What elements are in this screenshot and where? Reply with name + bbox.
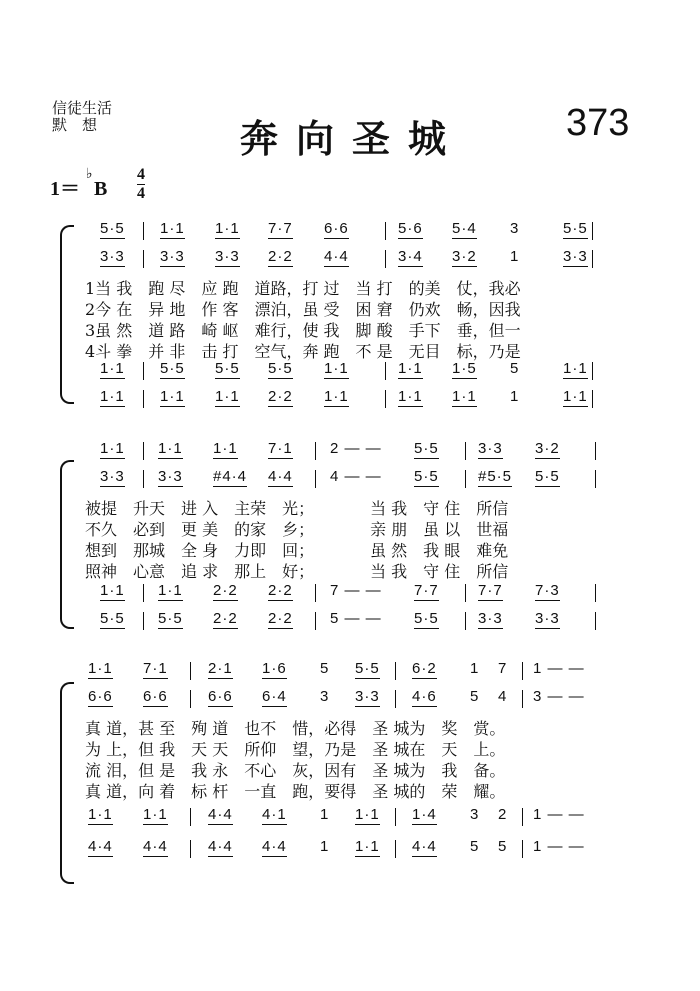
bar-line — [385, 222, 386, 240]
note: 3 — [510, 220, 520, 237]
note: 3·3 — [563, 248, 588, 265]
lyric-verse-2: 2今 在 异 地 作 客 漂泊，虽 受 困 窘 仍欢 畅，因我 — [85, 300, 521, 319]
note: 6·6 — [88, 688, 113, 705]
bar-line — [522, 808, 523, 826]
soprano-line — [0, 440, 700, 464]
bar-line — [315, 612, 316, 630]
note: 5·5 — [160, 360, 185, 377]
note: 4·4 — [324, 248, 349, 265]
lyric-verse-2: 为 上，但 我 天 天 所仰 望，乃是 圣 城在 天 上。 — [85, 740, 506, 759]
note: 6·6 — [324, 220, 349, 237]
bar-line — [315, 584, 316, 602]
note: 5 — [470, 838, 480, 855]
note: 1·1 — [215, 388, 240, 405]
bar-line — [595, 442, 596, 460]
note: 5·5 — [100, 610, 125, 627]
bass-line — [0, 388, 700, 412]
note: 4·4 — [208, 838, 233, 855]
bar-line — [592, 362, 593, 380]
note: 7·1 — [143, 660, 168, 677]
bar-line — [395, 690, 396, 708]
note: 3 — [470, 806, 480, 823]
bar-line — [190, 808, 191, 826]
note: 1·1 — [160, 220, 185, 237]
note: 5·5 — [158, 610, 183, 627]
note: 1·1 — [563, 388, 588, 405]
hymn-number: 373 — [566, 102, 630, 144]
bar-line — [143, 470, 144, 488]
lyric-verse-3: 流 泪，但 是 我 永 不心 灰，因有 圣 城为 我 备。 — [85, 761, 506, 780]
tenor-line — [0, 582, 700, 606]
note: 3·4 — [398, 248, 423, 265]
note: 3 — [320, 688, 330, 705]
note: 1·1 — [143, 806, 168, 823]
note: 1 — — — [533, 806, 585, 823]
bar-line — [385, 390, 386, 408]
bar-line — [465, 470, 466, 488]
note: 1·1 — [215, 220, 240, 237]
key-signature — [50, 172, 107, 201]
note: 1·1 — [213, 440, 238, 457]
note: 2·1 — [208, 660, 233, 677]
note: 3·2 — [452, 248, 477, 265]
note: 4·4 — [412, 838, 437, 855]
lyric-verse-2: 不久 必到 更 美 的家 乡； 亲 朋 虽 以 世福 — [85, 520, 509, 539]
note: 5·5 — [100, 220, 125, 237]
note: 7·7 — [268, 220, 293, 237]
note: 5·5 — [414, 610, 439, 627]
bar-line — [143, 362, 144, 380]
bar-line — [143, 250, 144, 268]
note: 4 — [498, 688, 508, 705]
note: 7·7 — [414, 582, 439, 599]
note: 1 — [510, 248, 520, 265]
note: 4 — — — [330, 468, 382, 485]
note: 1 — [320, 806, 330, 823]
note: 5 — [498, 838, 508, 855]
category-line-1: 信徒生活 — [52, 99, 113, 117]
note: 5 — [470, 688, 480, 705]
bar-line — [522, 662, 523, 680]
note: 3·3 — [215, 248, 240, 265]
note: 1·1 — [398, 388, 423, 405]
lyric-verse-3: 想到 那城 全 身 力即 回； 虽 然 我 眼 难免 — [85, 541, 509, 560]
note: 5·4 — [452, 220, 477, 237]
note: 3·3 — [160, 248, 185, 265]
note: 4·4 — [88, 838, 113, 855]
note: 4·4 — [268, 468, 293, 485]
note: 1·5 — [452, 360, 477, 377]
note: 7·3 — [535, 582, 560, 599]
note: 7 — — — [330, 582, 382, 599]
note: 1·1 — [100, 360, 125, 377]
bar-line — [143, 612, 144, 630]
note: 5·6 — [398, 220, 423, 237]
note: 4·6 — [412, 688, 437, 705]
bar-line — [143, 222, 144, 240]
note: 1·1 — [324, 388, 349, 405]
note: 1 — [470, 660, 480, 677]
bar-line — [465, 584, 466, 602]
bar-line — [595, 612, 596, 630]
lyric-verse-1: 1当 我 跑 尽 应 跑 道路，打 过 当 打 的美 仗，我必 — [85, 279, 521, 298]
bar-line — [522, 840, 523, 858]
bar-line — [465, 442, 466, 460]
note: 3·3 — [100, 468, 125, 485]
bar-line — [595, 584, 596, 602]
note: 4·1 — [262, 806, 287, 823]
note: 1·1 — [100, 582, 125, 599]
bar-line — [190, 840, 191, 858]
note: 2·2 — [268, 248, 293, 265]
note: 1·1 — [398, 360, 423, 377]
bass-line — [0, 610, 700, 634]
note: 1·1 — [158, 440, 183, 457]
category-line-2: 默 想 — [52, 116, 98, 134]
bar-line — [143, 442, 144, 460]
bar-line — [315, 442, 316, 460]
note: 6·2 — [412, 660, 437, 677]
note: 4·4 — [143, 838, 168, 855]
note: 1·1 — [324, 360, 349, 377]
note: 4·4 — [208, 806, 233, 823]
note: 5·5 — [414, 468, 439, 485]
time-top: 4 — [137, 166, 145, 183]
note: 1 — — — [533, 660, 585, 677]
bar-line — [395, 840, 396, 858]
note: 1·4 — [412, 806, 437, 823]
note: 1 — — — [533, 838, 585, 855]
bar-line — [190, 662, 191, 680]
note: 3·3 — [478, 440, 503, 457]
note: 6·6 — [208, 688, 233, 705]
bar-line — [592, 390, 593, 408]
note: 5 — [320, 660, 330, 677]
flat-sign: ♭ — [86, 166, 93, 182]
note: 1·1 — [158, 582, 183, 599]
note: 5·5 — [414, 440, 439, 457]
soprano-line — [0, 660, 700, 684]
note: 6·4 — [262, 688, 287, 705]
soprano-line — [0, 220, 700, 244]
tenor-line — [0, 360, 700, 384]
bass-line — [0, 838, 700, 862]
alto-line — [0, 248, 700, 272]
note: 3·3 — [355, 688, 380, 705]
time-signature — [137, 166, 145, 203]
note: 1·1 — [160, 388, 185, 405]
bar-line — [592, 222, 593, 240]
note: 2 — [498, 806, 508, 823]
note: #4·4 — [213, 468, 248, 485]
note: 1·1 — [100, 388, 125, 405]
note: 3 — — — [533, 688, 585, 705]
alto-line — [0, 688, 700, 712]
alto-line — [0, 468, 700, 492]
note: 2·2 — [213, 610, 238, 627]
note: 5·5 — [355, 660, 380, 677]
note: 5·5 — [268, 360, 293, 377]
note: 1·1 — [355, 838, 380, 855]
note: 6·6 — [143, 688, 168, 705]
note: 1·1 — [88, 806, 113, 823]
note: 3·3 — [478, 610, 503, 627]
lyric-verse-4: 4斗 拳 并 非 击 打 空气，奔 跑 不 是 无目 标，乃是 — [85, 342, 521, 361]
note: 3·2 — [535, 440, 560, 457]
bar-line — [190, 690, 191, 708]
lyric-verse-4: 真 道，向 着 标 杆 一直 跑，要得 圣 城的 荣 耀。 — [85, 782, 506, 801]
key-prefix: 1＝ — [50, 178, 80, 200]
note: 5·5 — [563, 220, 588, 237]
note: 1 — [510, 388, 520, 405]
note: 5 — — — [330, 610, 382, 627]
lyric-verse-1: 真 道，甚 至 殉 道 也不 惜，必得 圣 城为 奖 赏。 — [85, 719, 506, 738]
time-bottom: 4 — [137, 185, 145, 202]
tenor-line — [0, 806, 700, 830]
bar-line — [595, 470, 596, 488]
bar-line — [385, 362, 386, 380]
lyric-verse-1: 被提 升天 进 入 主荣 光； 当 我 守 住 所信 — [85, 499, 509, 518]
note: 7·1 — [268, 440, 293, 457]
note: 1·1 — [355, 806, 380, 823]
note: 5·5 — [535, 468, 560, 485]
note: 2·2 — [268, 610, 293, 627]
note: 2·2 — [213, 582, 238, 599]
note: #5·5 — [478, 468, 513, 485]
note: 1 — [320, 838, 330, 855]
bar-line — [395, 662, 396, 680]
bar-line — [465, 612, 466, 630]
bar-line — [385, 250, 386, 268]
note: 3·3 — [535, 610, 560, 627]
bar-line — [143, 390, 144, 408]
bar-line — [143, 584, 144, 602]
note: 1·1 — [452, 388, 477, 405]
key-note: B — [94, 178, 108, 200]
bar-line — [522, 690, 523, 708]
note: 1·1 — [563, 360, 588, 377]
note: 1·1 — [100, 440, 125, 457]
bar-line — [315, 470, 316, 488]
note: 1·6 — [262, 660, 287, 677]
note: 7 — [498, 660, 508, 677]
lyric-verse-4: 照神 心意 追 求 那上 好； 当 我 守 住 所信 — [85, 562, 509, 581]
note: 1·1 — [88, 660, 113, 677]
bar-line — [592, 250, 593, 268]
lyric-verse-3: 3虽 然 道 路 崎 岖 难行，使 我 脚 酸 手下 垂，但一 — [85, 321, 521, 340]
bar-line — [395, 808, 396, 826]
hymn-title: 奔向圣城 — [240, 116, 465, 161]
note: 3·3 — [100, 248, 125, 265]
note: 3·3 — [158, 468, 183, 485]
note: 5·5 — [215, 360, 240, 377]
note: 2·2 — [268, 582, 293, 599]
note: 5 — [510, 360, 520, 377]
note: 7·7 — [478, 582, 503, 599]
note: 4·4 — [262, 838, 287, 855]
note: 2·2 — [268, 388, 293, 405]
note: 2 — — — [330, 440, 382, 457]
